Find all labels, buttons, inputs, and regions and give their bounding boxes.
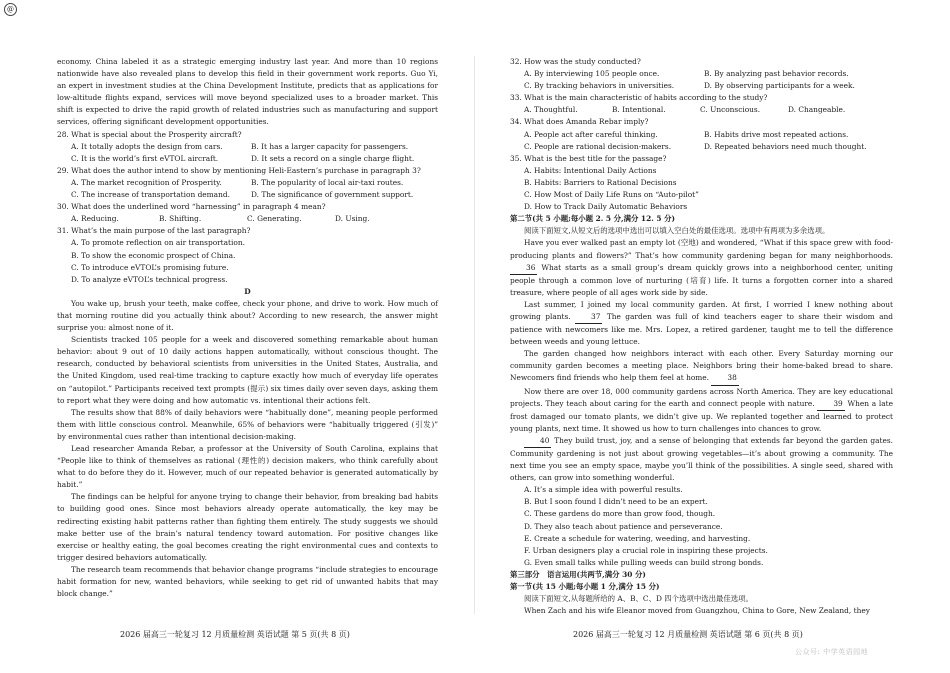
question-28	[57, 129, 438, 165]
blank-38: 38	[711, 372, 738, 385]
option-b: B. It has a larger capacity for passengers.	[251, 141, 409, 151]
cloze-option: E. Create a schedule for watering, weeding, and harvesting.	[524, 533, 751, 543]
blank-36: 36	[510, 262, 537, 275]
option-b: B. Shifting.	[159, 214, 202, 224]
question-stem: 30. What does the underlined word “harnessing” in paragraph 4 mean?	[57, 202, 326, 212]
part-3-instructions: 阅读下面短文,从每题所给的 A、B、C、D 四个选项中选出最佳选项。	[524, 594, 753, 604]
passage-d-paragraph: The findings can be helpful for anyone trying to change their behavior, from breaking bad habits to building good ones. Since most behaviors already operate automatically, the key may be redirecting existing habit patterns rather than fighting them entirely. The study suggests we should make better use of the brain’s natural tendency toward automation. For positive changes like exercise or healthy eating, the goal becomes creating the right environmental cues and contexts to trigger desired behaviors automatically.	[57, 492, 438, 562]
passage-d-title: D	[244, 286, 251, 296]
cloze-option: B. But I soon found I didn’t need to be an expert.	[524, 497, 708, 507]
part-3-title: 第三部分 语言运用(共两节,满分 30 分)	[510, 569, 646, 579]
question-stem: 34. What does Amanda Rebar imply?	[510, 117, 649, 127]
cloze-text: Have you ever walked past an empty lot (空地) and wondered, “What if this space grew with food-producing plants and flowers?” That’s how community gardening began for many neighborhoods.	[510, 238, 893, 260]
option-b: B. To show the economic prospect of China.	[71, 250, 236, 260]
option-d: D. Repeated behaviors need much thought.	[704, 141, 867, 151]
option-a: A. By interviewing 105 people once.	[524, 69, 660, 79]
cloze-paragraph	[510, 435, 893, 484]
option-a: A. Habits: Intentional Daily Actions	[524, 165, 657, 175]
page-footer-left: 2026 届高三一轮复习 12 月质量检测 英语试题 第 5 页(共 8 页)	[120, 630, 350, 639]
cloze-paragraph	[510, 386, 893, 435]
option-a: A. To promote reflection on air transportation.	[71, 238, 245, 248]
option-c: C. To introduce eVTOL’s promising future.	[71, 262, 229, 272]
cloze-option: D. They also teach about patience and perseverance.	[524, 521, 723, 531]
page-5-column	[57, 56, 438, 600]
option-d: D. Changeable.	[788, 105, 846, 115]
question-stem: 32. How was the study conducted?	[510, 57, 641, 66]
cloze-text: Now there are over 18, 000 community gardens across North America. They are key educational projects. They teach about caring for the earth and connect people with nature.	[510, 386, 893, 408]
option-d: D. Using.	[335, 214, 370, 224]
blank-37: 37	[575, 311, 602, 324]
passage-d-paragraph: The results show that 88% of daily behaviors were “habitually done”, meaning people performed them with little conscious control. Meanwhile, 65% of behaviors were “habitually triggered (引发)” by environmental cues rather than intentional decision-making.	[57, 407, 438, 441]
question-stem: 31. What’s the main purpose of the last paragraph?	[57, 226, 251, 236]
section-2-title: 第二节(共 5 小题;每小题 2. 5 分,满分 12. 5 分)	[510, 214, 675, 224]
cloze-paragraph	[510, 237, 893, 298]
question-31	[57, 225, 438, 285]
cloze-option: C. These gardens do more than grow food, though.	[524, 509, 716, 519]
page-6-column	[510, 56, 893, 617]
question-32	[510, 56, 893, 92]
option-c: C. Unconscious.	[700, 105, 761, 115]
option-d: D. How to Track Daily Automatic Behaviors	[524, 202, 688, 212]
page-divider	[474, 56, 475, 614]
question-30	[57, 201, 438, 225]
cloze-paragraph	[510, 299, 893, 348]
passage-d-paragraph: Scientists tracked 105 people for a week and discovered something remarkable about human behavior: about 9 out of 10 daily actions happen automatically, without conscious thought. The research, conducted by behavioral scientists from universities in the United States, Australia, and the United Kingdom, used real-time tracking to capture exactly how much of everyday life operates on “autopilot.” Participants received text prompts (提示) six times daily over seven days, asking them to report what they were doing and how automatic vs. intentional their actions felt.	[57, 335, 438, 405]
option-d: D. By observing participants for a week.	[704, 81, 855, 91]
cloze-option: A. It’s a simple idea with powerful results.	[524, 485, 683, 495]
question-34	[510, 116, 893, 152]
option-c: C. How Most of Daily Life Runs on “Auto-pilot”	[524, 190, 699, 200]
cloze-text: The garden changed how neighbors interact with each other. Every Saturday morning our community garden becomes a meeting place. Neighbors bring their home-baked bread to share. Newcomers find friends who help them feel at home.	[510, 349, 893, 383]
blank-40: 40	[524, 435, 551, 448]
option-b: B. The popularity of local air-taxi routes.	[251, 177, 404, 187]
cloze-option: F. Urban designers play a crucial role in inspiring these projects.	[524, 545, 768, 555]
option-c: C. It is the world’s first eVTOL aircraft.	[71, 153, 219, 163]
option-c: C. By tracking behaviors in universities.	[524, 81, 675, 91]
option-a: A. People act after careful thinking.	[524, 129, 658, 139]
option-d: D. It sets a record on a single charge flight.	[251, 153, 415, 163]
cloze-paragraph	[510, 348, 893, 385]
blank-39: 39	[817, 398, 844, 411]
cloze-options	[510, 484, 893, 569]
part-3-section-1-title: 第一节(共 15 小题;每小题 1 分,满分 15 分)	[510, 582, 660, 592]
cloze-text: They build trust, joy, and a sense of belonging that extends far beyond the garden gates. Community gardening is not just about growing vegetables—it’s about growing a community. The next time you see an empty space, maybe you’ll think of the possibilities. A single seed, shared with others, can grow into something wonderful.	[510, 435, 893, 483]
option-a: A. Thoughtful.	[524, 105, 578, 115]
passage-d-paragraph: The research team recommends that behavior change programs “include strategies to encourage habit formation for new, wanted behaviors, while seeking to get rid of unwanted habits that may block change.”	[57, 564, 438, 599]
cloze-option: G. Even small talks while pulling weeds can build strong bonds.	[524, 557, 764, 567]
cloze-text: What starts as a small group’s dream quickly grows into a neighborhood center, uniting people through a common love of nurturing (培育) life. It turns a forgotten corner into a shared treasure, where people of all ages work side by side.	[510, 262, 893, 297]
option-c: C. Generating.	[247, 214, 302, 224]
question-stem: 29. What does the author intend to show by mentioning Heli-Eastern’s purchase in paragraph 3?	[57, 165, 421, 175]
page-footer-right: 2026 届高三一轮复习 12 月质量检测 英语试题 第 6 页(共 8 页)	[573, 630, 803, 639]
question-29	[57, 165, 438, 201]
passage-d-paragraph: You wake up, brush your teeth, make coffee, check your phone, and drive to work. How much of that morning routine did you actually think about? According to new research, the answer might surprise you: almost none of it.	[57, 298, 438, 333]
option-b: B. Intentional.	[612, 105, 666, 115]
cloze-text: The garden was full of kind teachers eager to share their wisdom and patience with newcomers like me. Mrs. Lopez, a retired gardener, taught me to tell the difference between weeds and young lettuce.	[510, 311, 893, 347]
option-b: B. Habits: Barriers to Rational Decisions	[524, 177, 677, 187]
corner-mark: @	[4, 3, 17, 16]
passage-c-ending: economy. China labeled it as a strategic emerging industry last year. And more than 10 regions nationwide have also revealed plans to develop this field in their government work reports. Guo Yi, an expert in investment studies at the China Development Institute, predicts that as applications for low-altitude flights expand, services will move beyond specialized uses to a broader market. This shift is expected to drive the rapid growth of related industries such as manufacturing and support services, offering significant development opportunities.	[57, 57, 438, 127]
question-33	[510, 92, 893, 116]
option-a: A. It totally adopts the design from cars.	[71, 141, 223, 151]
cloze-text: When a late frost damaged our tomato plants, we didn’t give up. We replanted together and learned to protect young plants, next time. It showed us how to turn challenges into chances to grow.	[510, 398, 893, 433]
part-3-passage-start: When Zach and his wife Eleanor moved from Guangzhou, China to Gore, New Zealand, they	[524, 606, 870, 616]
section-2-instructions: 阅读下面短文,从短文后的选项中选出可以填入空白处的最佳选项。选项中有两项为多余选项。	[524, 226, 830, 236]
passage-d-paragraph: Lead researcher Amanda Rebar, a professor at the University of South Carolina, explains that “People like to think of themselves as rational (理性的) decision makers, who think carefully about what to do before they do it. However, much of our repeated behavior is generated automatically by habit.”	[57, 444, 438, 490]
option-a: A. The market recognition of Prosperity.	[71, 177, 222, 187]
question-stem: 28. What is special about the Prosperity aircraft?	[57, 129, 242, 139]
question-35	[510, 153, 893, 213]
question-stem: 33. What is the main characteristic of habits according to the study?	[510, 93, 768, 103]
option-c: C. People are rational decision-makers.	[524, 141, 672, 151]
option-b: B. By analyzing past behavior records.	[704, 69, 849, 79]
cloze-text: Last summer, I joined my local community garden. At first, I worried I knew nothing about growing plants.	[510, 299, 893, 321]
option-b: B. Habits drive most repeated actions.	[704, 129, 849, 139]
watermark: 公众号: 中学英语园地	[795, 648, 869, 656]
option-d: D. To analyze eVTOL’s technical progress.	[71, 274, 228, 284]
option-c: C. The increase of transportation demand.	[71, 190, 230, 200]
option-d: D. The significance of government support.	[251, 190, 414, 200]
question-stem: 35. What is the best title for the passage?	[510, 153, 667, 163]
option-a: A. Reducing.	[71, 214, 119, 224]
